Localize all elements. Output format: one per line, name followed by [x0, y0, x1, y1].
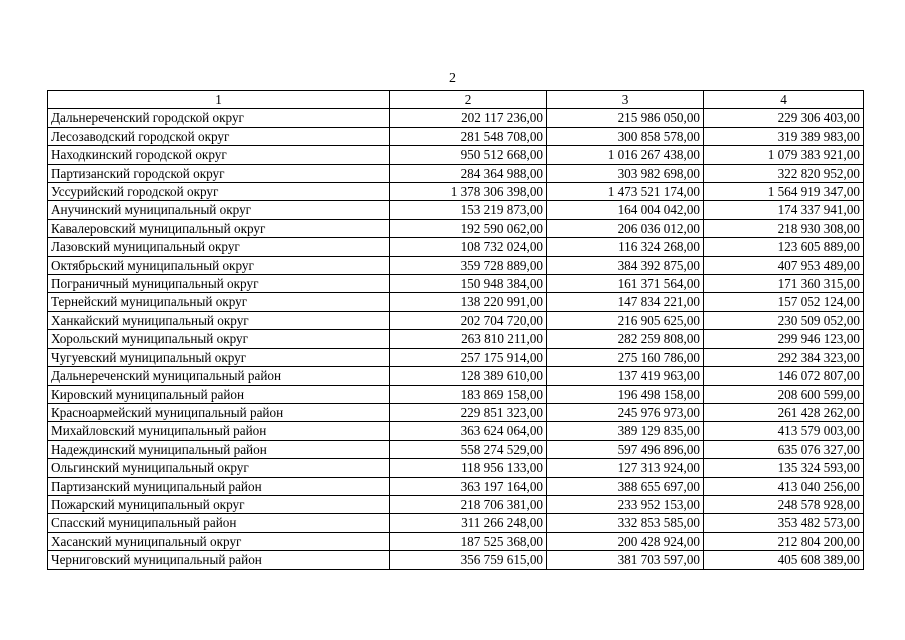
amount-cell-4: 230 509 052,00	[704, 311, 864, 329]
amount-cell-2: 363 197 164,00	[390, 477, 547, 495]
amount-cell-3: 137 419 963,00	[547, 367, 704, 385]
amount-cell-2: 363 624 064,00	[390, 422, 547, 440]
amount-cell-4: 218 930 308,00	[704, 219, 864, 237]
amount-cell-3: 200 428 924,00	[547, 532, 704, 550]
amount-cell-3: 332 853 585,00	[547, 514, 704, 532]
table-row	[48, 514, 864, 532]
table-row	[48, 183, 864, 201]
table-row	[48, 551, 864, 569]
amount-cell-3: 282 259 808,00	[547, 330, 704, 348]
amount-cell-4: 174 337 941,00	[704, 201, 864, 219]
amount-cell-2: 202 117 236,00	[390, 109, 547, 127]
municipality-name-cell: Чугуевский муниципальный округ	[48, 348, 390, 366]
amount-cell-4: 146 072 807,00	[704, 367, 864, 385]
amount-cell-3: 389 129 835,00	[547, 422, 704, 440]
column-header-4: 4	[704, 91, 864, 109]
amount-cell-4: 635 076 327,00	[704, 440, 864, 458]
table-row	[48, 495, 864, 513]
table-row	[48, 201, 864, 219]
amount-cell-2: 183 869 158,00	[390, 385, 547, 403]
amount-cell-3: 1 473 521 174,00	[547, 183, 704, 201]
municipality-name-cell: Ханкайский муниципальный округ	[48, 311, 390, 329]
table-row	[48, 109, 864, 127]
amount-cell-2: 558 274 529,00	[390, 440, 547, 458]
table-body	[48, 109, 864, 569]
municipality-name-cell: Дальнереченский городской округ	[48, 109, 390, 127]
table-row	[48, 330, 864, 348]
municipality-name-cell: Лазовский муниципальный округ	[48, 238, 390, 256]
amount-cell-4: 405 608 389,00	[704, 551, 864, 569]
table-row	[48, 164, 864, 182]
amount-cell-2: 356 759 615,00	[390, 551, 547, 569]
amount-cell-2: 284 364 988,00	[390, 164, 547, 182]
amount-cell-3: 245 976 973,00	[547, 403, 704, 421]
amount-cell-3: 215 986 050,00	[547, 109, 704, 127]
table-row	[48, 440, 864, 458]
amount-cell-3: 388 655 697,00	[547, 477, 704, 495]
amount-cell-3: 147 834 221,00	[547, 293, 704, 311]
municipality-name-cell: Партизанский городской округ	[48, 164, 390, 182]
amount-cell-2: 118 956 133,00	[390, 459, 547, 477]
municipality-name-cell: Пограничный муниципальный округ	[48, 275, 390, 293]
table-row	[48, 293, 864, 311]
amount-cell-4: 353 482 573,00	[704, 514, 864, 532]
table-row	[48, 127, 864, 145]
amount-cell-2: 108 732 024,00	[390, 238, 547, 256]
municipality-name-cell: Михайловский муниципальный район	[48, 422, 390, 440]
amount-cell-3: 161 371 564,00	[547, 275, 704, 293]
municipality-name-cell: Партизанский муниципальный район	[48, 477, 390, 495]
table-row	[48, 238, 864, 256]
amount-cell-3: 303 982 698,00	[547, 164, 704, 182]
amount-cell-3: 381 703 597,00	[547, 551, 704, 569]
amount-cell-3: 164 004 042,00	[547, 201, 704, 219]
municipality-name-cell: Кавалеровский муниципальный округ	[48, 219, 390, 237]
amount-cell-3: 196 498 158,00	[547, 385, 704, 403]
column-header-1: 1	[48, 91, 390, 109]
table-row	[48, 477, 864, 495]
table-row	[48, 256, 864, 274]
municipality-name-cell: Ольгинский муниципальный округ	[48, 459, 390, 477]
amount-cell-2: 229 851 323,00	[390, 403, 547, 421]
amount-cell-3: 300 858 578,00	[547, 127, 704, 145]
municipality-name-cell: Кировский муниципальный район	[48, 385, 390, 403]
municipality-name-cell: Надеждинский муниципальный район	[48, 440, 390, 458]
amount-cell-2: 1 378 306 398,00	[390, 183, 547, 201]
table-row	[48, 532, 864, 550]
table-header-row	[48, 91, 864, 109]
page-number: 2	[449, 71, 456, 86]
amount-cell-4: 299 946 123,00	[704, 330, 864, 348]
amount-cell-4: 413 040 256,00	[704, 477, 864, 495]
amount-cell-2: 128 389 610,00	[390, 367, 547, 385]
municipality-name-cell: Пожарский муниципальный округ	[48, 495, 390, 513]
amount-cell-4: 1 564 919 347,00	[704, 183, 864, 201]
municipality-name-cell: Октябрьский муниципальный округ	[48, 256, 390, 274]
table-row	[48, 348, 864, 366]
amount-cell-4: 157 052 124,00	[704, 293, 864, 311]
table-row	[48, 422, 864, 440]
municipality-name-cell: Лесозаводский городской округ	[48, 127, 390, 145]
municipality-name-cell: Анучинский муниципальный округ	[48, 201, 390, 219]
table-row	[48, 459, 864, 477]
amount-cell-2: 150 948 384,00	[390, 275, 547, 293]
amount-cell-4: 1 079 383 921,00	[704, 146, 864, 164]
column-header-3: 3	[547, 91, 704, 109]
amount-cell-4: 261 428 262,00	[704, 403, 864, 421]
amount-cell-3: 275 160 786,00	[547, 348, 704, 366]
table-row	[48, 403, 864, 421]
amount-cell-4: 123 605 889,00	[704, 238, 864, 256]
amount-cell-3: 384 392 875,00	[547, 256, 704, 274]
amount-cell-4: 171 360 315,00	[704, 275, 864, 293]
amount-cell-4: 413 579 003,00	[704, 422, 864, 440]
amount-cell-4: 322 820 952,00	[704, 164, 864, 182]
amount-cell-2: 187 525 368,00	[390, 532, 547, 550]
budget-table	[47, 90, 864, 570]
amount-cell-2: 281 548 708,00	[390, 127, 547, 145]
table-row	[48, 146, 864, 164]
amount-cell-4: 292 384 323,00	[704, 348, 864, 366]
municipality-name-cell: Черниговский муниципальный район	[48, 551, 390, 569]
amount-cell-2: 138 220 991,00	[390, 293, 547, 311]
municipality-name-cell: Находкинский городской округ	[48, 146, 390, 164]
amount-cell-3: 116 324 268,00	[547, 238, 704, 256]
municipality-name-cell: Хорольский муниципальный округ	[48, 330, 390, 348]
amount-cell-2: 192 590 062,00	[390, 219, 547, 237]
amount-cell-4: 407 953 489,00	[704, 256, 864, 274]
amount-cell-4: 212 804 200,00	[704, 532, 864, 550]
amount-cell-2: 950 512 668,00	[390, 146, 547, 164]
municipality-name-cell: Хасанский муниципальный округ	[48, 532, 390, 550]
table-row	[48, 385, 864, 403]
municipality-name-cell: Дальнереченский муниципальный район	[48, 367, 390, 385]
amount-cell-3: 206 036 012,00	[547, 219, 704, 237]
amount-cell-2: 202 704 720,00	[390, 311, 547, 329]
amount-cell-4: 319 389 983,00	[704, 127, 864, 145]
amount-cell-4: 229 306 403,00	[704, 109, 864, 127]
amount-cell-4: 248 578 928,00	[704, 495, 864, 513]
amount-cell-4: 208 600 599,00	[704, 385, 864, 403]
amount-cell-3: 597 496 896,00	[547, 440, 704, 458]
amount-cell-2: 311 266 248,00	[390, 514, 547, 532]
amount-cell-2: 153 219 873,00	[390, 201, 547, 219]
table-row	[48, 367, 864, 385]
municipality-name-cell: Спасский муниципальный район	[48, 514, 390, 532]
municipality-name-cell: Уссурийский городской округ	[48, 183, 390, 201]
amount-cell-2: 263 810 211,00	[390, 330, 547, 348]
table-row	[48, 275, 864, 293]
amount-cell-3: 1 016 267 438,00	[547, 146, 704, 164]
amount-cell-4: 135 324 593,00	[704, 459, 864, 477]
column-header-2: 2	[390, 91, 547, 109]
table-row	[48, 311, 864, 329]
municipality-name-cell: Красноармейский муниципальный район	[48, 403, 390, 421]
amount-cell-3: 216 905 625,00	[547, 311, 704, 329]
amount-cell-3: 127 313 924,00	[547, 459, 704, 477]
amount-cell-3: 233 952 153,00	[547, 495, 704, 513]
municipality-name-cell: Тернейский муниципальный округ	[48, 293, 390, 311]
table-row	[48, 219, 864, 237]
amount-cell-2: 359 728 889,00	[390, 256, 547, 274]
amount-cell-2: 257 175 914,00	[390, 348, 547, 366]
amount-cell-2: 218 706 381,00	[390, 495, 547, 513]
